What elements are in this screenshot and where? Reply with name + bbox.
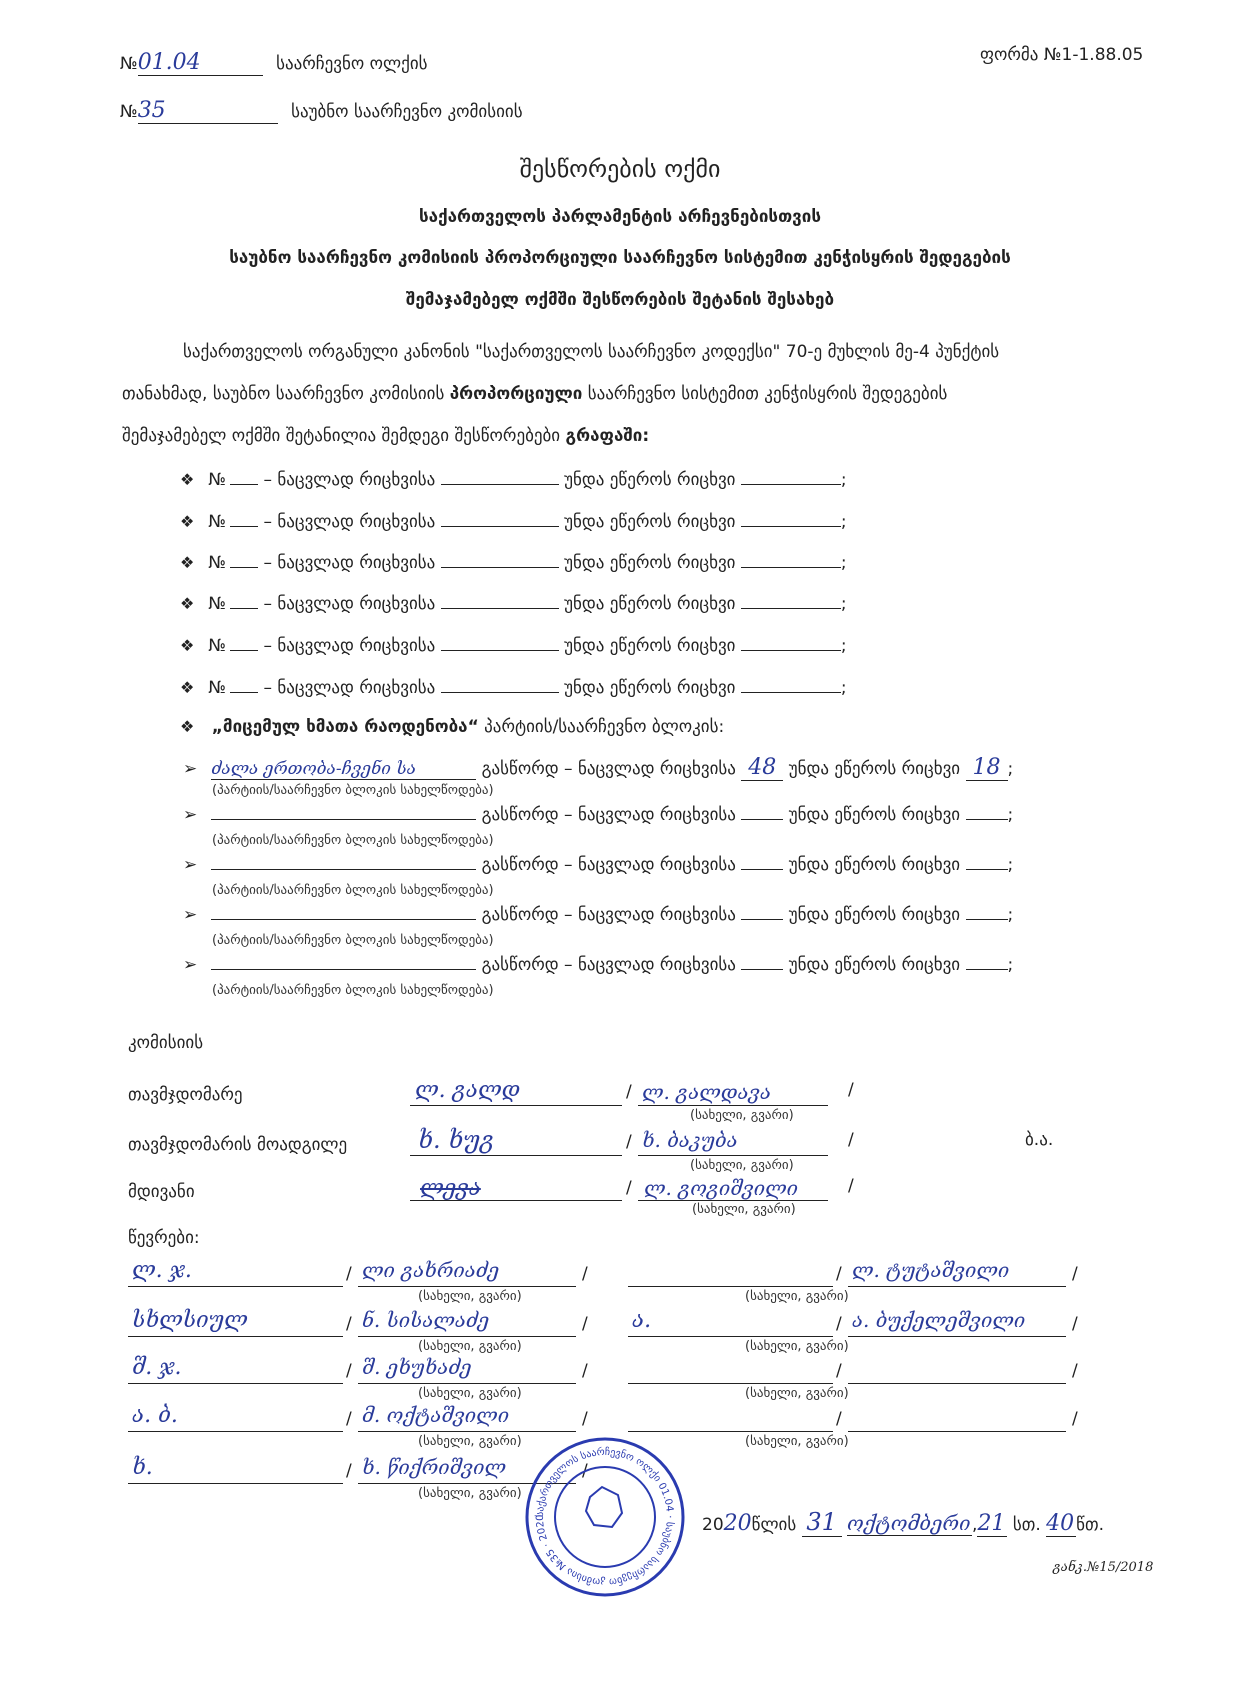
district-number: №01.04 საარჩევნო ოლქის	[120, 50, 428, 75]
members-label: წევრები:	[128, 1228, 200, 1248]
correction-field-new	[741, 650, 841, 651]
date-line: 2020წლის 31 ოქტომბერი,21 სთ. 40 წთ.	[702, 1508, 1104, 1536]
member-name-caption: (სახელი, გვარი)	[418, 1386, 522, 1401]
deputy-name: ხ. ბაკუბა	[642, 1128, 738, 1152]
correction-row: ❖ № – ნაცვლად რიცხვისა უნდა ეწეროს რიცხვი ;	[180, 512, 847, 532]
member-name-caption: (სახელი, გვარი)	[745, 1434, 849, 1449]
district-number-value: 01.04	[138, 50, 263, 76]
correction-row: ❖ № – ნაცვლად რიცხვისა უნდა ეწეროს რიცხვი ;	[180, 553, 847, 573]
vote-new-value	[966, 969, 1008, 970]
commission-label: საუბნო საარჩევნო კომისიის	[291, 102, 523, 122]
vote-party-caption: (პარტიის/საარჩევნო ბლოკის სახელწოდება)	[212, 783, 494, 798]
correction-field-old	[441, 608, 559, 609]
vote-party-name: ძალა ერთობა-ჩვენი სა	[211, 759, 476, 780]
correction-field-old	[441, 567, 559, 568]
correction-field-old	[441, 526, 559, 527]
secretary-label: მდივანი	[128, 1182, 195, 1202]
vote-row: ➢ გასწორდ – ნაცვლად რიცხვისა უნდა ეწეროს რიცხვი ;	[183, 905, 1014, 925]
correction-field-number	[230, 608, 258, 609]
vote-party-caption: (პარტიის/საარჩევნო ბლოკის სახელწოდება)	[212, 983, 494, 998]
member-name: ხ. წიქრიშვილ	[362, 1455, 507, 1479]
secretary-name: ლ. გოგიშვილი	[644, 1176, 798, 1200]
date-minute: 40	[1046, 1511, 1075, 1536]
date-year: 20	[723, 1511, 752, 1536]
date-day: 31	[802, 1508, 842, 1537]
member-name: ა. ბუქელეშვილი	[852, 1308, 1026, 1332]
vote-row: ➢ გასწორდ – ნაცვლად რიცხვისა უნდა ეწეროს რიცხვი ;	[183, 855, 1014, 875]
vote-row: ➢ გასწორდ – ნაცვლად რიცხვისა უნდა ეწეროს რიცხვი ;	[183, 955, 1014, 975]
vote-party-caption: (პარტიის/საარჩევნო ბლოკის სახელწოდება)	[212, 833, 494, 848]
date-month: ოქტომბერი	[847, 1511, 971, 1535]
vote-party-caption: (პარტიის/საარჩევნო ბლოკის სახელწოდება)	[212, 933, 494, 948]
deputy-signature: ხ. ხუგ	[418, 1126, 495, 1154]
subtitle-line3: შემაჯამებელ ოქმში შესწორების შეტანის შესახებ	[405, 290, 835, 310]
member-signature: სხლსიულ	[132, 1308, 248, 1333]
secretary-name-caption: (სახელი, გვარი)	[692, 1202, 796, 1217]
member-name-caption: (სახელი, გვარი)	[745, 1339, 849, 1354]
vote-row: ➢ ძალა ერთობა-ჩვენი სა გასწორდ – ნაცვლად რიცხვისა 48 უნდა ეწეროს რიცხვი 18 ;	[183, 755, 1014, 780]
stamp-place-label: ბ.ა.	[1025, 1130, 1054, 1150]
correction-field-new	[741, 608, 841, 609]
member-name: ნ. სისალაძე	[362, 1308, 490, 1332]
commission-number-value: 35	[138, 98, 278, 124]
vote-old-value	[741, 869, 783, 870]
member-signature: ა.	[632, 1308, 652, 1333]
chairman-label: თავმჯდომარე	[128, 1085, 243, 1105]
correction-row: ❖ № – ნაცვლად რიცხვისა უნდა ეწეროს რიცხვი ;	[180, 470, 847, 490]
correction-field-old	[441, 650, 559, 651]
member-name: შ. ეხუხაძე	[362, 1355, 472, 1379]
member-signature: ა. ბ.	[132, 1403, 178, 1428]
paragraph-line1: საქართველოს ორგანული კანონის "საქართველოს საარჩევნო კოდექსი" 70-ე მუხლის მე-4 პუნქტის	[183, 342, 1000, 362]
paragraph-line2: თანახმად, საუბნო საარჩევნო კომისიის პროპორციული საარჩევნო სისტემით კენჭისყრის შედეგების	[122, 384, 948, 404]
vote-new-value	[966, 819, 1008, 820]
member-name-caption: (სახელი, გვარი)	[745, 1289, 849, 1304]
vote-new-value: 18	[966, 755, 1008, 781]
vote-old-value	[741, 969, 783, 970]
footer-reference: განკ.№15/2018	[1053, 1560, 1154, 1575]
chairman-name-caption: (სახელი, გვარი)	[690, 1108, 794, 1123]
votes-heading: ❖ „მიცემულ ხმათა რაოდენობა“ პარტიის/საარჩევნო ბლოკის:	[180, 717, 725, 737]
vote-new-value	[966, 869, 1008, 870]
official-stamp	[520, 1435, 690, 1600]
correction-field-number	[230, 692, 258, 693]
member-name: მ. ოქტაშვილი	[362, 1403, 510, 1427]
deputy-label: თავმჯდომარის მოადგილე	[128, 1135, 348, 1155]
correction-field-new	[741, 692, 841, 693]
correction-field-new	[741, 484, 841, 485]
member-name: ლი გახრიაძე	[362, 1258, 500, 1282]
deputy-name-caption: (სახელი, გვარი)	[690, 1158, 794, 1173]
member-name-caption: (სახელი, გვარი)	[745, 1386, 849, 1401]
secretary-signature: ლევა	[420, 1176, 481, 1201]
vote-party-name	[211, 969, 476, 970]
vote-party-name	[211, 869, 476, 870]
subtitle-line2: საუბნო საარჩევნო კომისიის პროპორციული საარჩევნო სისტემით კენჭისყრის შედეგების	[229, 248, 1011, 268]
vote-party-name	[211, 819, 476, 820]
member-name-caption: (სახელი, გვარი)	[418, 1339, 522, 1354]
correction-field-new	[741, 567, 841, 568]
vote-party-caption: (პარტიის/საარჩევნო ბლოკის სახელწოდება)	[212, 883, 494, 898]
member-signature: ხ.	[132, 1455, 153, 1480]
correction-field-number	[230, 650, 258, 651]
vote-old-value: 48	[741, 755, 783, 781]
vote-old-value	[741, 919, 783, 920]
member-name: ლ. ტუტაშვილი	[852, 1258, 1010, 1282]
vote-old-value	[741, 819, 783, 820]
member-name-caption: (სახელი, გვარი)	[418, 1434, 522, 1449]
page-title: შესწორების ოქმი	[519, 155, 721, 183]
date-hour: 21	[977, 1511, 1006, 1536]
commission-number: №35 საუბნო საარჩევნო კომისიის	[120, 98, 523, 123]
member-name-caption: (სახელი, გვარი)	[418, 1486, 522, 1501]
chairman-signature: ლ. გალდ	[415, 1078, 521, 1103]
subtitle-line1: საქართველოს პარლამენტის არჩევნებისთვის	[419, 207, 821, 227]
correction-field-old	[441, 692, 559, 693]
commission-label: კომისიის	[128, 1033, 204, 1053]
chairman-name: ლ. გალდავა	[642, 1080, 771, 1104]
paragraph-line3: შემაჯამებელ ოქმში შეტანილია შემდეგი შესწორებები გრაფაში:	[122, 426, 650, 446]
correction-field-number	[230, 484, 258, 485]
form-number: ფორმა №1-1.88.05	[980, 45, 1144, 65]
vote-party-name	[211, 919, 476, 920]
correction-field-old	[441, 484, 559, 485]
correction-row: ❖ № – ნაცვლად რიცხვისა უნდა ეწეროს რიცხვი ;	[180, 636, 847, 656]
member-name-caption: (სახელი, გვარი)	[418, 1289, 522, 1304]
correction-field-number	[230, 526, 258, 527]
correction-row: ❖ № – ნაცვლად რიცხვისა უნდა ეწეროს რიცხვი ;	[180, 594, 847, 614]
district-label: საარჩევნო ოლქის	[276, 54, 428, 74]
correction-field-number	[230, 567, 258, 568]
member-signature: შ. ჯ.	[132, 1355, 182, 1380]
stamp-text: საქართველოს საარჩევნო ოლქი 01.04 · საუბნო საარჩევნო კომისია №35 · 2020	[534, 1446, 676, 1588]
vote-new-value	[966, 919, 1008, 920]
correction-row: ❖ № – ნაცვლად რიცხვისა უნდა ეწეროს რიცხვი ;	[180, 678, 847, 698]
member-signature: ლ. ჯ.	[132, 1258, 192, 1283]
vote-row: ➢ გასწორდ – ნაცვლად რიცხვისა უნდა ეწეროს რიცხვი ;	[183, 805, 1014, 825]
correction-field-new	[741, 526, 841, 527]
